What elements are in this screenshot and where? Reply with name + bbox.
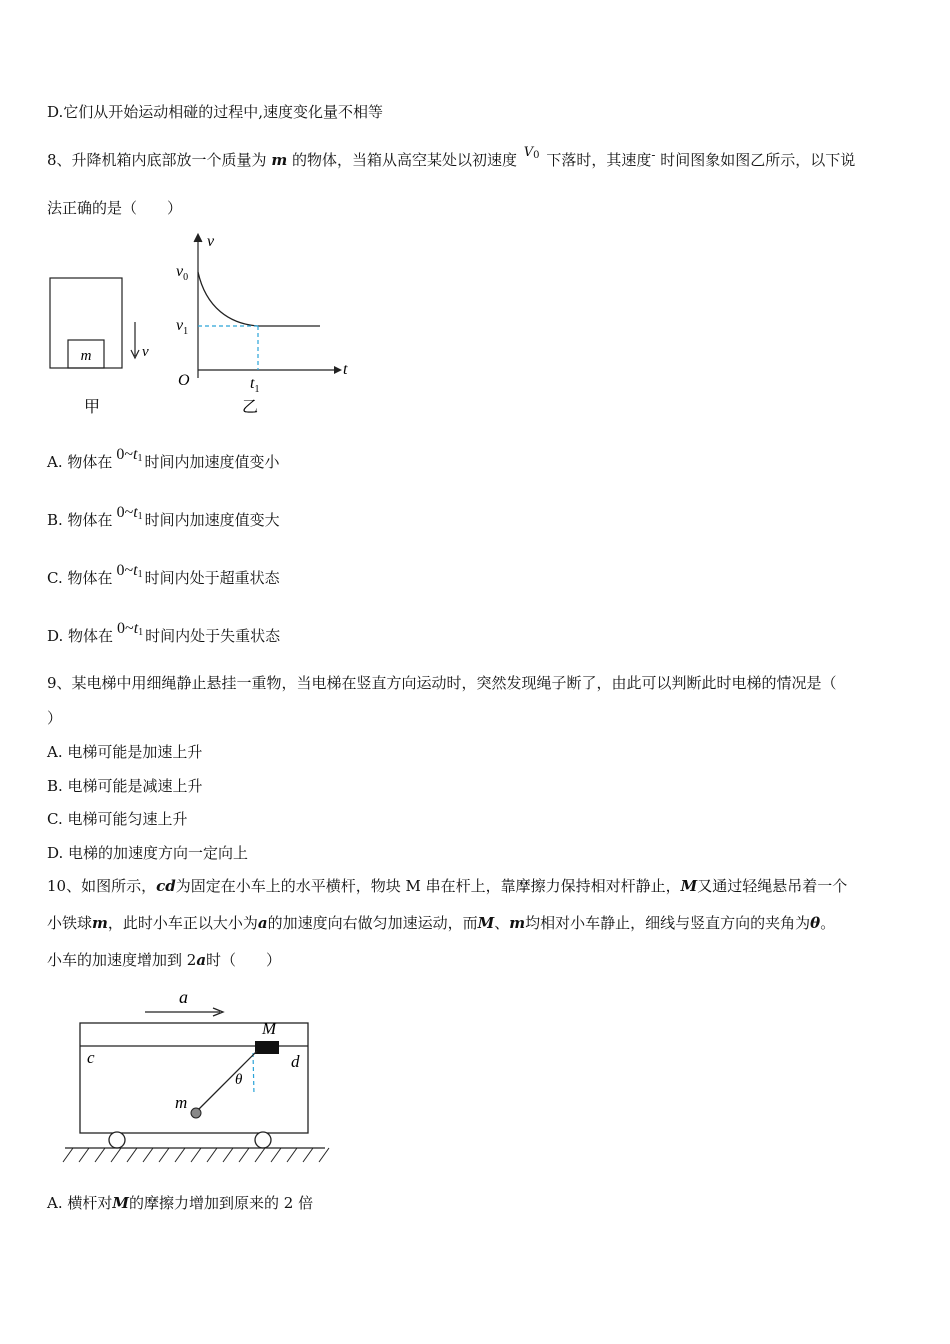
q10-stem-line2: 小铁球m，此时小车正以大小为a的加速度向右做匀加速运动，而M、m均相对小车静止，细线与竖直方向的夹角为θ。 [47, 914, 836, 932]
M-label: M [262, 1019, 277, 1038]
q9-option-d: D. 电梯的加速度方向一定向上 [47, 844, 249, 862]
wheel-right [255, 1132, 271, 1148]
c-label: c [87, 1048, 95, 1067]
velocity-curve [198, 272, 320, 326]
velocity-label: v [142, 344, 149, 360]
v0-symbol: $V_0$ [523, 145, 540, 161]
t1-label: $t_1$ [250, 375, 260, 395]
acceleration-label: a [179, 987, 188, 1007]
q9-option-b: B. 电梯可能是减速上升 [47, 777, 203, 795]
q10-stem-line1: 10、如图所示，cd为固定在小车上的水平横杆，物块 M 串在杆上，靠摩擦力保持相对杆静止，M又通过轻绳悬吊着一个 [47, 877, 848, 895]
q8-option-c: C. 物体在 $0\sim t_1$ 时间内处于超重状态 [47, 562, 280, 587]
q10-stem-line3: 小车的加速度增加到 2a时（ ） [47, 951, 282, 969]
caption-yi: 乙 [241, 399, 259, 416]
time-range: $0\sim t_1$ [116, 504, 143, 522]
q9-option-a: A. 电梯可能是加速上升 [47, 743, 203, 761]
vertical-dashed-line [253, 1053, 254, 1095]
x-arrow-icon [334, 366, 342, 374]
time-range: $0\sim t_1$ [116, 446, 143, 464]
q8-option-b: B. 物体在 $0\sim t_1$ 时间内加速度值变大 [47, 504, 280, 529]
figure-cart [55, 985, 335, 1170]
q8-option-a: A. 物体在 $0\sim t_1$ 时间内加速度值变小 [47, 446, 280, 471]
v0-label: $v_0$ [176, 263, 189, 283]
string [198, 1051, 257, 1110]
x-axis-label: t [343, 361, 348, 378]
q9-stem: 9、某电梯中用细绳静止悬挂一重物，当电梯在竖直方向运动时，突然发现绳子断了，由此可以判断此时电梯的情况是（ [47, 674, 837, 692]
q8-stem-line1: 8、升降机箱内底部放一个质量为 m 的物体，当箱从高空某处以初速度 $V_0$ 下落时，其速度- 时间图象如图乙所示，以下说 [47, 145, 856, 169]
origin-label: O [178, 372, 190, 389]
m-label: m [175, 1093, 188, 1112]
mass-label: m [80, 348, 92, 364]
q9-stem-line2: ） [47, 709, 63, 727]
q8-stem-line2: 法正确的是（ ） [47, 199, 183, 217]
q9-option-c: C. 电梯可能匀速上升 [47, 810, 188, 828]
figure-jia [40, 270, 160, 420]
wheel-left [109, 1132, 125, 1148]
v1-label: $v_1$ [176, 317, 189, 337]
theta-label: θ [235, 1072, 243, 1088]
ground-hatching [63, 1148, 329, 1162]
y-axis-label: v [207, 233, 215, 250]
block-M [255, 1041, 279, 1054]
caption-jia: 甲 [83, 399, 101, 416]
q7-option-d: D.它们从开始运动相碰的过程中,速度变化量不相等 [47, 103, 384, 121]
time-range: $0\sim t_1$ [116, 562, 143, 580]
q10-option-a: A. 横杆对M的摩擦力增加到原来的 2 倍 [47, 1194, 314, 1212]
q8-option-d: D. 物体在 $0\sim t_1$ 时间内处于失重状态 [47, 620, 281, 645]
d-label: d [291, 1052, 300, 1071]
ball-m [191, 1108, 201, 1118]
time-range: $0\sim t_1$ [117, 620, 144, 638]
mass-symbol: m [271, 151, 288, 169]
y-arrow-icon [194, 234, 202, 242]
figure-yi [170, 228, 360, 420]
